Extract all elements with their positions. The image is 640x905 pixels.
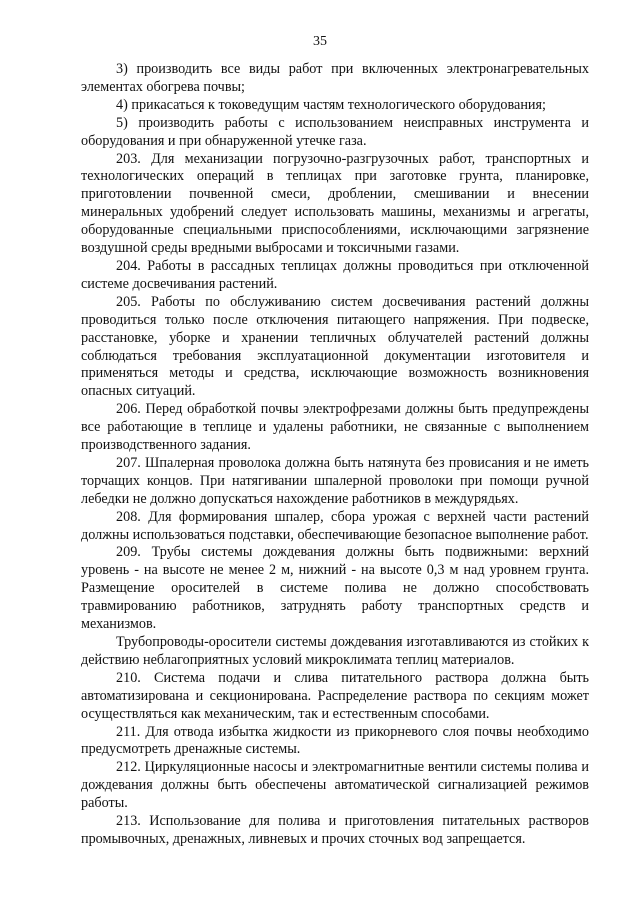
document-body — [81, 61, 589, 849]
paragraph-item-4: 4) прикасаться к токоведущим частям технологического оборудования; — [116, 96, 546, 113]
page-number: 35 — [313, 34, 327, 49]
paragraph-208: 208. Для формирования шпалер, сбора урожая с верхней части растений должны использоваться подставки, обеспечивающие безопасное выполнение работ. — [81, 508, 589, 543]
paragraph-213: 213. Использование для полива и приготовления питательных растворов промывочных, дренажных, ливневых и прочих сточных вод запрещается. — [81, 813, 589, 847]
paragraph-item-5: 5) производить работы с использованием неисправных инструмента и оборудования и при обнаруженной утечке газа. — [81, 114, 589, 149]
paragraph-203: 203. Для механизации погрузочно-разгрузочных работ, транспортных и технологических операций в теплицах при заготовке грунта, планировке, приготовлении почвенной смеси, дроблении, смешивании и внесении минеральных удобрений следует использовать машины, механизмы и агрегаты, оборудованные специальными приспособлениями, исключающими загрязнение воздушной среды вредными выбросами и токсичными газами. — [81, 150, 589, 257]
paragraph-209-continuation: Трубопроводы-оросители системы дождевания изготавливаются из стойких к действию неблагоприятных условий микроклимата теплиц материалов. — [81, 634, 589, 668]
paragraph-211: 211. Для отвода избытка жидкости из прикорневого слоя почвы необходимо предусмотреть дренажные системы. — [81, 723, 589, 758]
paragraph-209: 209. Трубы системы дождевания должны быть подвижными: верхний уровень - на высоте не менее 2 м, нижний - на высоте 0,3 м над уровнем грунта. Размещение оросителей в системе полива не должно способствовать травмированию работников, затруднять работу транспортных средств и механизмов. — [81, 544, 589, 633]
paragraph-212: 212. Циркуляционные насосы и электромагнитные вентили системы полива и дождевания должны быть обеспечены автоматической сигнализацией режимов работы. — [81, 759, 589, 812]
paragraph-207: 207. Шпалерная проволока должна быть натянута без провисания и не иметь торчащих концов. При натягивании шпалерной проволоки при помощи ручной лебедки не должно допускаться нахождение работников в междурядьях. — [81, 454, 589, 507]
paragraph-210: 210. Система подачи и слива питательного раствора должна быть автоматизирована и секционирована. Распределение раствора по секциям может осуществляться как механическим, так и естественным способами. — [81, 669, 589, 722]
paragraph-204: 204. Работы в рассадных теплицах должны проводиться при отключенной системе досвечивания растений. — [81, 257, 589, 292]
paragraph-206: 206. Перед обработкой почвы электрофрезами должны быть предупреждены все работающие в теплице и удалены работники, не связанные с выполнением производственного задания. — [81, 401, 589, 454]
paragraph-item-3: 3) производить все виды работ при включенных электронагревательных элементах обогрева почвы; — [81, 61, 589, 95]
paragraph-205: 205. Работы по обслуживанию систем досвечивания растений должны проводиться только после отключения питающего напряжения. При подвеске, расстановке, уборке и хранении тепличных облучателей растений должны соблюдаться требования эксплуатационной документации изготовителя и применяться методы и средства, исключающие возможность возникновения опасных ситуаций. — [81, 293, 589, 400]
